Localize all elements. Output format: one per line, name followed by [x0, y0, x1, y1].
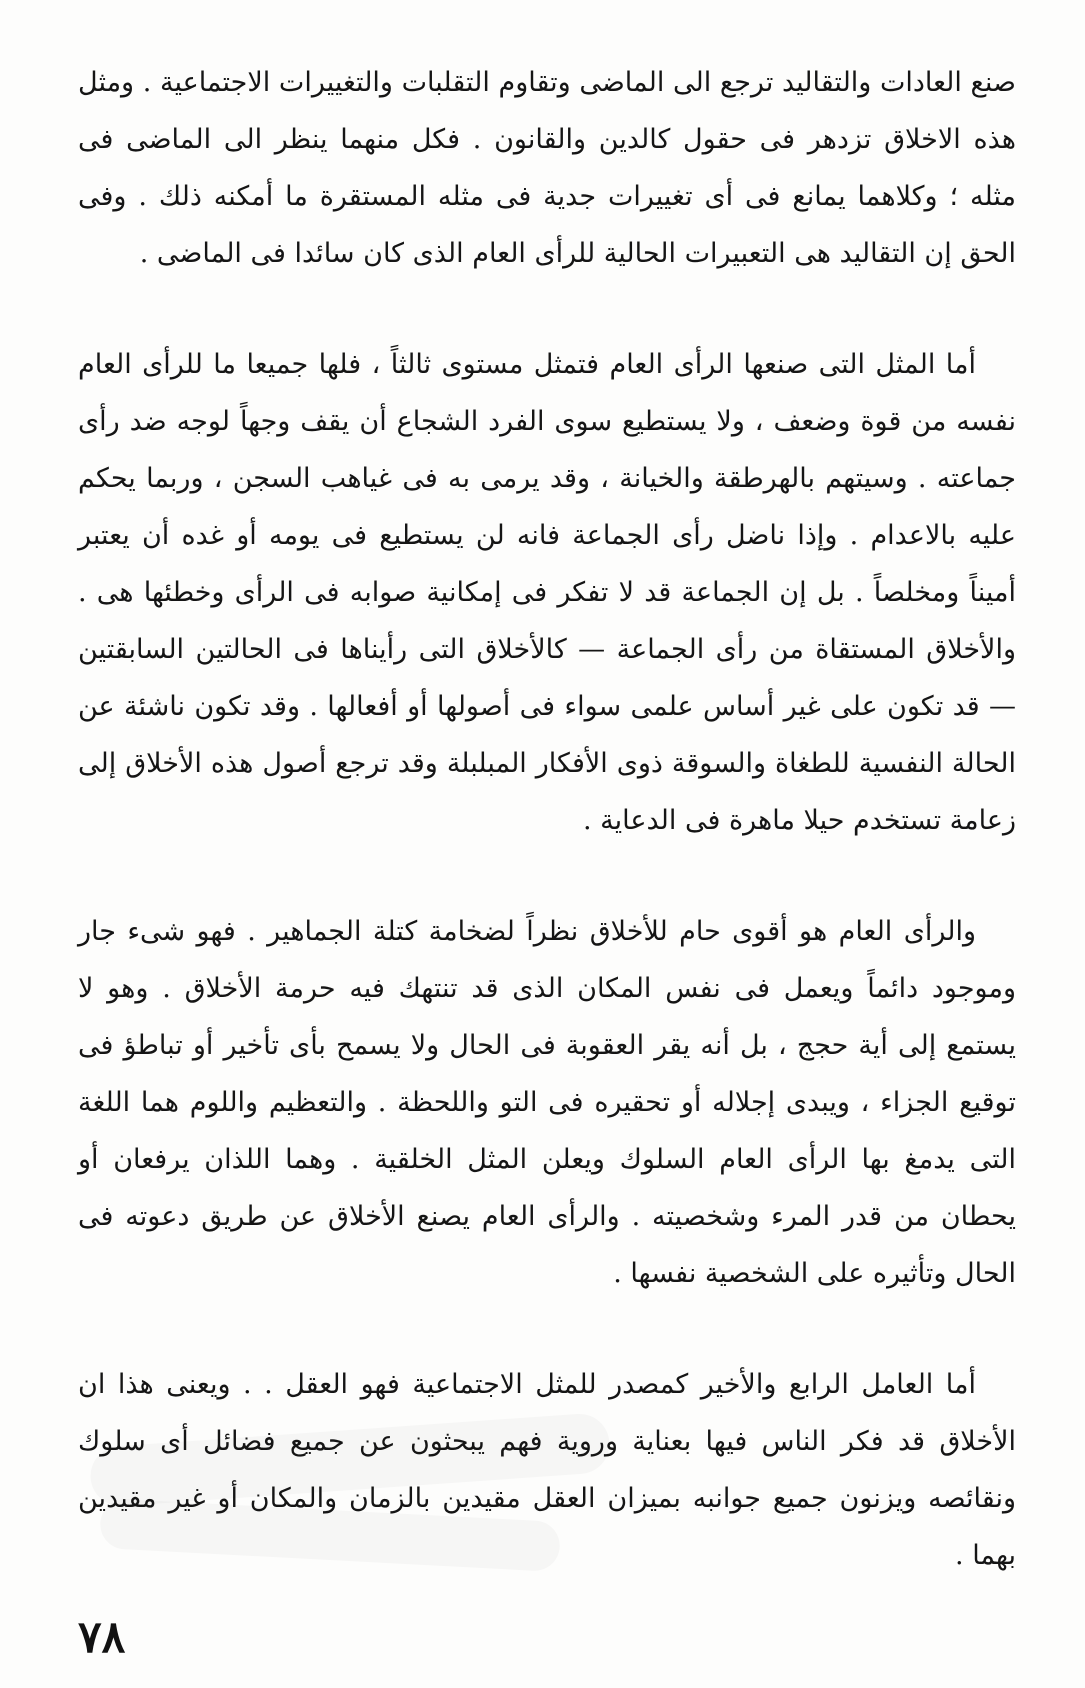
paragraph-3: والرأى العام هو أقوى حام للأخلاق نظراً لضخامة كتلة الجماهير . فهو شىء جار وموجود دائماً ويعمل فى نفس المكان الذى قد تنتهك فيه حرمة الأخلاق . وهو لا يستمع إلى أية حجج ، بل أنه يقر العقوبة فى الحال ولا يسمح بأى تأخير أو تباطؤ فى توقيع الجزاء ، ويبدى إجلاله أو تحقيره فى التو واللحظة . والتعظيم واللوم هما اللغة التى يدمغ بها الرأى العام السلوك ويعلن المثل الخلقية . وهما اللذان يرفعان أو يحطان من قدر المرء وشخصيته . والرأى العام يصنع الأخلاق عن طريق دعوته فى الحال وتأثيره على الشخصية نفسها . — [78, 916, 1016, 1289]
paragraph-1: صنع العادات والتقاليد ترجع الى الماضى وتقاوم التقلبات والتغييرات الاجتماعية . ومثل هذه الاخلاق تزدهر فى حقول كالدين والقانون . فكل منهما ينظر الى الماضى فى مثله ؛ وكلاهما يمانع فى أى تغييرات جدية فى مثله المستقرة ما أمكنه ذلك . وفى الحق إن التقاليد هى التعبيرات الحالية للرأى العام الذى كان سائدا فى الماضى . — [78, 67, 1017, 269]
paragraph-4: أما العامل الرابع والأخير كمصدر للمثل الاجتماعية فهو العقل . . ويعنى هذا ان الأخلاق قد فكر الناس فيها بعناية وروية فهم يبحثون عن جميع فضائل أى سلوك ونقائصه ويزنون جميع جوانبه بميزان العقل مقيدين بالزمان والمكان أو غير مقيدين بهما . — [78, 1369, 1016, 1571]
body-text — [78, 54, 1016, 1638]
paragraph-2: أما المثل التى صنعها الرأى العام فتمثل مستوى ثالثاً ، فلها جميعا ما للرأى العام نفسه من قوة وضعف ، ولا يستطيع سوى الفرد الشجاع أن يقف وجهاً لوجه ضد رأى جماعته . وسيتهم بالهرطقة والخيانة ، وقد يرمى به فى غياهب السجن ، وربما يحكم عليه بالاعدام . وإذا ناضل رأى الجماعة فانه لن يستطيع فى يومه أو غده أن يعتبر أميناً ومخلصاً . بل إن الجماعة قد لا تفكر فى إمكانية صوابه فى الرأى وخطئها هى . والأخلاق المستقاة من رأى الجماعة — كالأخلاق التى رأيناها فى الحالتين السابقتين — قد تكون على غير أساس علمى سواء فى أصولها أو أفعالها . وقد تكون ناشئة عن الحالة النفسية للطغاة والسوقة ذوى الأفكار المبلبلة وقد ترجع أصول هذه الأخلاق إلى زعامة تستخدم حيلا ماهرة فى الدعاية . — [78, 349, 1016, 836]
page-number: ٧٨ — [78, 1612, 126, 1663]
